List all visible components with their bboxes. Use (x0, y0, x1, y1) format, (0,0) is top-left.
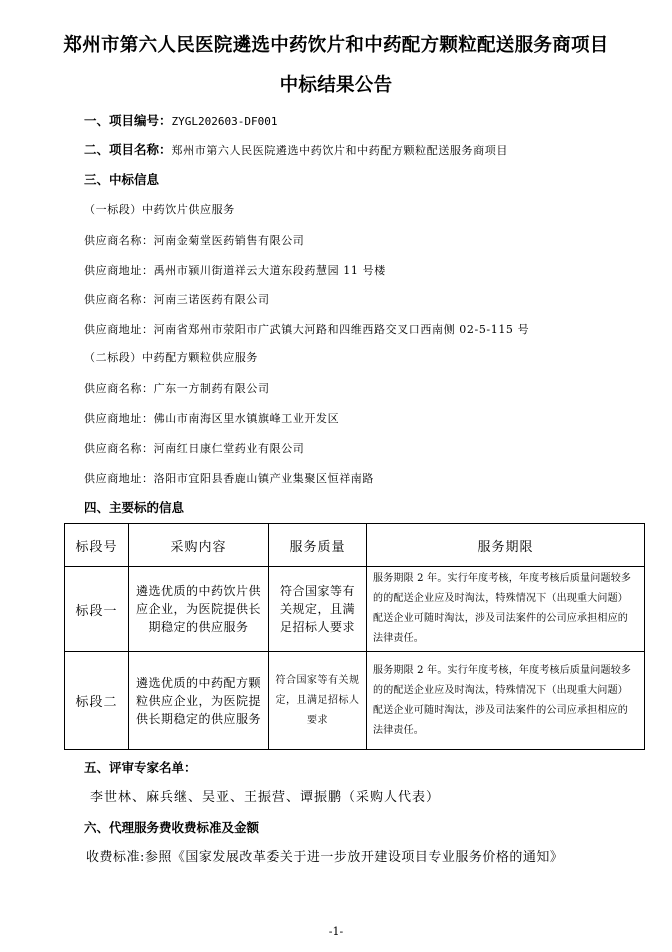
lot1-supplier2-name-row (84, 290, 270, 309)
supplier-name-label: 供应商名称： (84, 442, 154, 455)
cell-quality: 符合国家等有关规定，且满足招标人要求 (269, 652, 367, 750)
header-period: 服务期限 (367, 524, 645, 567)
fee-standard-text: 收费标准:参照《国家发展改革委关于进一步放开建设项目专业服务价格的通知》 (86, 850, 564, 865)
cell-segment: 标段二 (65, 652, 129, 750)
lot1-supplier1-address-row (84, 261, 386, 280)
lot2-heading: （二标段）中药配方颗粒供应服务 (84, 351, 258, 364)
supplier-address-value: 河南省郑州市荥阳市广武镇大河路和四维西路交叉口西南侧 02-5-115 号 (153, 323, 530, 336)
supplier-name-label: 供应商名称： (84, 382, 154, 395)
project-name-label: 二、项目名称： (84, 142, 172, 157)
supplier-name-value: 河南金菊堂医药销售有限公司 (153, 234, 305, 247)
document-title-line-1: 郑州市第六人民医院遴选中药饮片和中药配方颗粒配送服务商项目 (63, 35, 609, 56)
lot2-supplier2-name-row (84, 439, 304, 458)
supplier-address-label: 供应商地址： (84, 323, 154, 336)
project-number-row (84, 112, 277, 131)
supplier-address-value: 洛阳市宜阳县香鹿山镇产业集聚区恒祥南路 (153, 472, 375, 485)
supplier-name-value: 广东一方制药有限公司 (153, 382, 270, 395)
supplier-name-value: 河南三诺医药有限公司 (153, 293, 270, 306)
cell-segment: 标段一 (65, 567, 129, 652)
cell-period: 服务期限 2 年。实行年度考核，年度考核后质量问题较多的的配送企业应及时淘汰，特殊情况下（出现重大问题）配送企业可随时淘汰，涉及司法案件的公司应承担相应的法律责任。 (367, 567, 645, 652)
page-number: -1- (328, 925, 344, 938)
project-name-row (84, 141, 508, 160)
header-content: 采购内容 (129, 524, 269, 567)
project-number-value: ZYGL202603-DF001 (171, 115, 278, 128)
lot2-supplier2-address-row (84, 469, 374, 488)
supplier-name-label: 供应商名称： (84, 293, 154, 306)
supplier-address-value: 佛山市南海区里水镇旗峰工业开发区 (153, 412, 340, 425)
section-experts-heading: 五、评审专家名单： (84, 760, 197, 775)
supplier-address-label: 供应商地址： (84, 264, 154, 277)
supplier-address-label: 供应商地址： (84, 472, 154, 485)
lot1-supplier2-address-row (84, 320, 529, 339)
table-row (65, 652, 645, 750)
cell-period: 服务期限 2 年。实行年度考核，年度考核后质量问题较多的的配送企业应及时淘汰，特殊情况下（出现重大问题）配送企业可随时淘汰，涉及司法案件的公司应承担相应的法律责任。 (367, 652, 645, 750)
project-name-value: 郑州市第六人民医院遴选中药饮片和中药配方颗粒配送服务商项目 (171, 144, 508, 157)
experts-list: 李世林、麻兵继、吴亚、王振营、谭振鹏（采购人代表） (90, 790, 441, 805)
cell-content: 遴选优质的中药配方颗粒供应企业，为医院提供长期稳定的供应服务 (129, 652, 269, 750)
header-quality: 服务质量 (269, 524, 367, 567)
lot1-supplier1-name-row (84, 231, 304, 250)
section-fee-heading: 六、代理服务费收费标准及金额 (84, 820, 260, 835)
lot2-supplier1-name-row (84, 379, 270, 398)
main-subject-table (64, 523, 645, 750)
supplier-name-value: 河南红日康仁堂药业有限公司 (153, 442, 305, 455)
table-header-row (65, 524, 645, 567)
header-segment: 标段号 (65, 524, 129, 567)
supplier-address-label: 供应商地址： (84, 412, 154, 425)
cell-content: 遴选优质的中药饮片供应企业，为医院提供长期稳定的供应服务 (129, 567, 269, 652)
lot2-supplier1-address-row (84, 409, 339, 428)
document-title-line-2: 中标结果公告 (279, 75, 393, 96)
supplier-name-label: 供应商名称： (84, 234, 154, 247)
table-row (65, 567, 645, 652)
cell-quality: 符合国家等有关规定，且满足招标人要求 (269, 567, 367, 652)
section-main-subject-heading: 四、主要标的信息 (84, 500, 185, 515)
project-number-label: 一、项目编号： (84, 113, 172, 128)
lot1-heading: （一标段）中药饮片供应服务 (84, 203, 235, 216)
supplier-address-value: 禹州市颍川街道祥云大道东段药慧园 11 号楼 (153, 264, 386, 277)
section-award-info-heading: 三、中标信息 (84, 172, 160, 187)
